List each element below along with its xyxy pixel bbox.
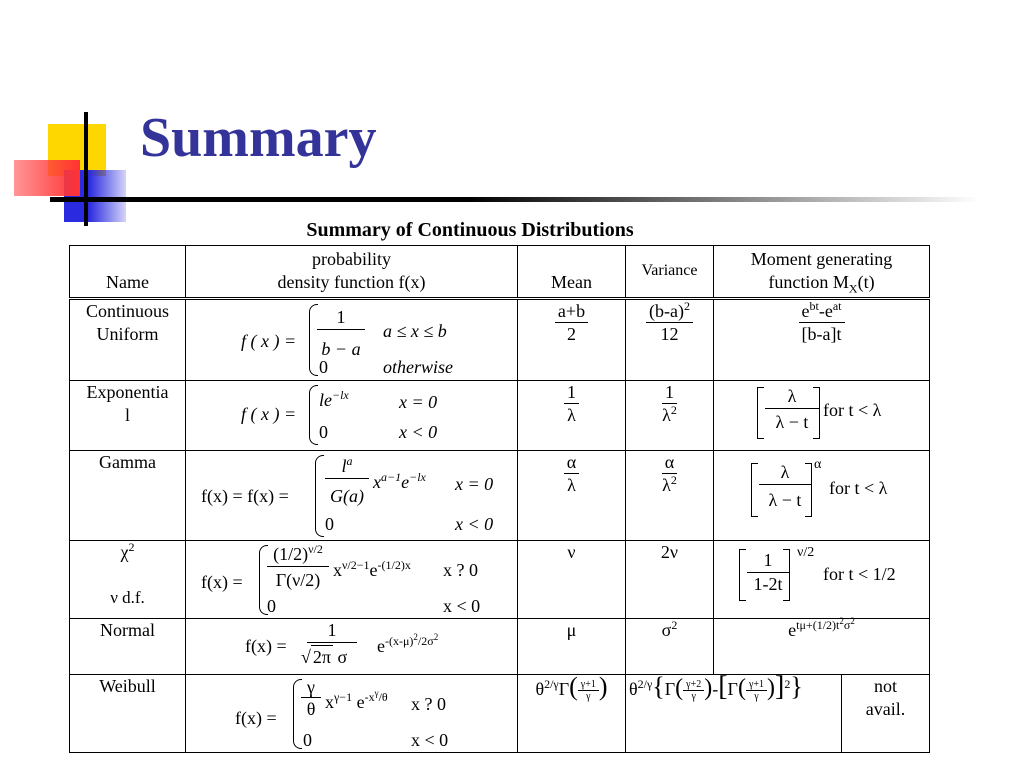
header-name: Name	[70, 246, 186, 299]
row-chisq	[70, 541, 930, 619]
weibull-mean: $\theta^{2/\gamma}\Gamma$( $\frac{\gamma+1}{\gamma}$ )	[518, 675, 626, 753]
exponential-pdf: f ( x ) = $le^{-lx}$ x = 0 0 x < 0	[186, 381, 518, 451]
header-row	[70, 246, 930, 299]
header-mgf	[714, 246, 930, 299]
uniform-name: Continuous Uniform	[70, 299, 186, 381]
chisq-variance: 2ν	[626, 541, 714, 619]
row-weibull	[70, 675, 930, 753]
table-caption: Summary of Continuous Distributions	[306, 219, 634, 241]
normal-pdf: f(x) = 1 √ 2π σ $e^{-(x-\mu)^2/2\sigma^2}$	[186, 619, 518, 675]
header-pdf-line1: probability	[312, 249, 391, 269]
exponential-mgf: λ λ − t for t < λ	[714, 381, 930, 451]
chisq-mgf: 1 1-2t ν/2 for t < 1/2	[714, 541, 930, 619]
header-variance: Variance	[626, 246, 714, 299]
distribution-table	[69, 245, 930, 753]
weibull-pdf: f(x) = γ θ $x^{\gamma-1}$ $e^{-x^\gamma/\theta}$ x ? 0 0 x < 0	[186, 675, 518, 753]
uniform-pdf: f ( x ) = 1 b − a a ≤ x ≤ b 0 otherwise	[186, 299, 518, 381]
gamma-mean: $\frac{\alpha}{\lambda}$	[518, 451, 626, 541]
gamma-pdf: f(x) = f(x) = $l^a$ G(a) $x^{a-1}e^{-lx}$ x = 0 0 x < 0	[186, 451, 518, 541]
row-gamma	[70, 451, 930, 541]
uniform-mgf: $\frac{e^{bt}-e^{at}}{[b-a]t}$	[714, 299, 930, 381]
header-pdf-line2: density function f(x)	[277, 272, 426, 292]
gamma-variance: $\frac{\alpha}{\lambda^2}$	[626, 451, 714, 541]
weibull-mgf: not avail.	[842, 675, 930, 753]
uniform-mean: $\frac{a+b}{2}$	[518, 299, 626, 381]
exponential-variance: $\frac{1}{\lambda^2}$	[626, 381, 714, 451]
logo-vertical-line	[84, 112, 88, 226]
normal-mgf: $e^{t\mu+(1/2)t^2\sigma^2}$	[714, 619, 930, 675]
exponential-mean: $\frac{1}{\lambda}$	[518, 381, 626, 451]
exponential-name: Exponentia l	[70, 381, 186, 451]
row-exponential	[70, 381, 930, 451]
chisq-pdf: f(x) = $(1/2)^{\nu/2}$ Γ(ν/2) $x^{\nu/2-1}e^{-(1/2)x}$ x ? 0 0 x < 0	[186, 541, 518, 619]
brace	[315, 455, 324, 537]
gamma-mgf: λ λ − t α for t < λ	[714, 451, 930, 541]
normal-mean: μ	[518, 619, 626, 675]
header-mgf-line1: Moment generating	[750, 249, 893, 269]
brace	[309, 385, 318, 445]
weibull-name: Weibull	[70, 675, 186, 753]
logo-red-square	[14, 160, 80, 196]
chisq-mean: ν	[518, 541, 626, 619]
row-uniform	[70, 299, 930, 381]
chisq-name: $\chi^2$ ν d.f.	[70, 541, 186, 619]
row-normal	[70, 619, 930, 675]
weibull-variance: $\theta^{2/\gamma}\{\Gamma$( $\frac{\gamma+2}{\gamma}$ )-[Γ( $\frac{\gamma+1}{\gamma}$ )]$^2$}	[626, 675, 842, 753]
uniform-variance: $\frac{(b-a)^2}{12}$	[626, 299, 714, 381]
title-underline	[50, 197, 980, 202]
header-pdf	[186, 246, 518, 299]
gamma-name: Gamma	[70, 451, 186, 541]
header-mean: Mean	[518, 246, 626, 299]
normal-name: Normal	[70, 619, 186, 675]
normal-variance: $\sigma^2$	[626, 619, 714, 675]
slide-title: Summary	[140, 107, 377, 169]
header-mgf-line2: function $M_X(t)$	[768, 272, 875, 296]
